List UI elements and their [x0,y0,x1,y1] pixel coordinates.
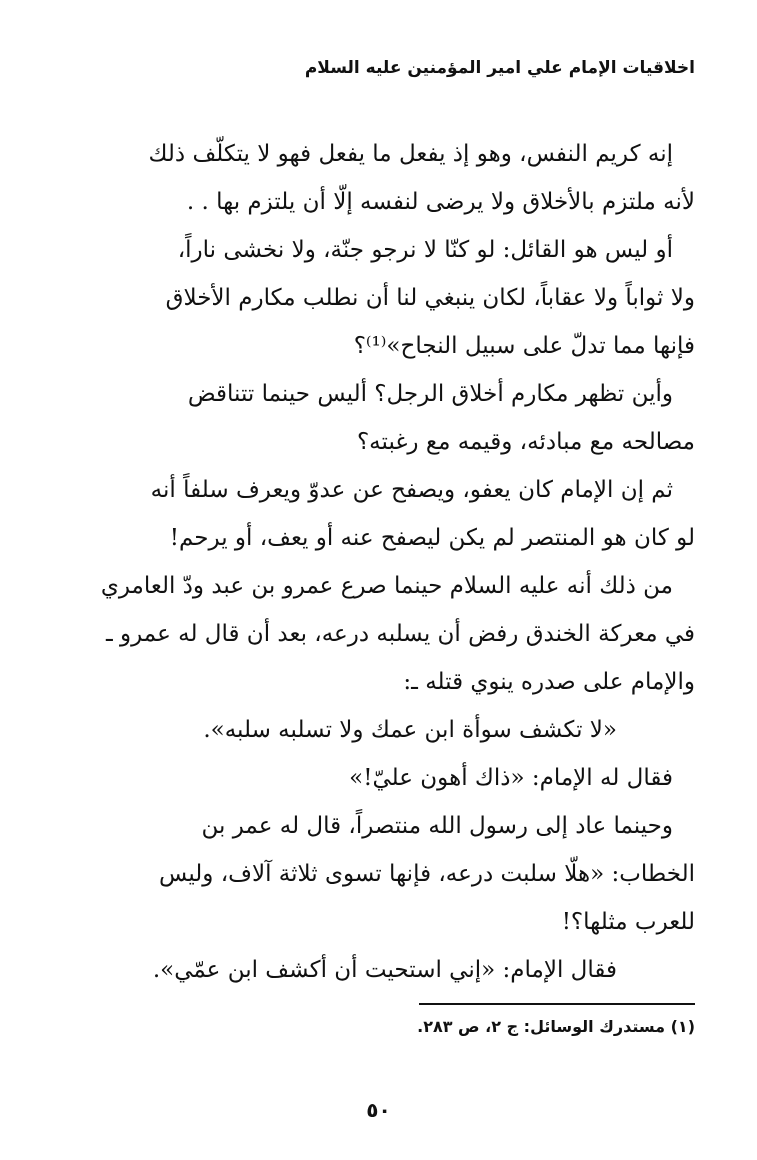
text-line: ولا ثواباً ولا عقاباً، لكان ينبغي لنا أن نطلب مكارم الأخلاق [165,285,695,311]
text-line: والإمام على صدره ينوي قتله ـ: [403,669,695,695]
text-line: للعرب مثلها؟! [561,909,695,935]
text-line: مصالحه مع مبادئه، وقيمه مع رغبته؟ [356,429,695,455]
quote-line: «لا تكشف سوأة ابن عمك ولا تسلبه سلبه». [203,717,617,743]
text-line: في معركة الخندق رفض أن يسلبه درعه، بعد أن قال له عمرو ـ [105,621,695,647]
footnote-divider [419,1003,695,1005]
footnote: (١) مستدرك الوسائل: ج ٢، ص ٢٨٣. [417,1017,695,1036]
text-line: فإنها مما تدلّ على سبيل النجاح»⁽¹⁾؟ [353,333,695,359]
text-line: لو كان هو المنتصر لم يكن ليصفح عنه أو يعف، أو يرحم! [169,525,695,551]
running-header: اخلاقيات الإمام علي امير المؤمنين عليه السلام [304,58,695,78]
text-line: فقال الإمام: «إني استحيت أن أكشف ابن عمّي». [152,957,617,983]
text-line: من ذلك أنه عليه السلام حينما صرع عمرو بن عبد ودّ العامري [100,573,673,599]
body-text [85,130,695,994]
text-line: ثم إن الإمام كان يعفو، ويصفح عن عدوّ ويعرف سلفاً أنه [150,477,673,503]
text-line: الخطاب: «هلّا سلبت درعه، فإنها تسوى ثلاثة آلاف، وليس [159,861,695,887]
text-line: إنه كريم النفس، وهو إذ يفعل ما يفعل فهو لا يتكلّف ذلك [148,141,673,167]
text-line: أو ليس هو القائل: لو كنّا لا نرجو جنّة، ولا نخشى ناراً، [177,237,673,263]
text-line: وأين تظهر مكارم أخلاق الرجل؟ أليس حينما تتناقض [187,381,673,407]
page-number: ٥٠ [366,1098,391,1122]
text-line: فقال له الإمام: «ذاك أهون عليّ!» [349,765,673,791]
text-line: وحينما عاد إلى رسول الله منتصراً، قال له عمر بن [201,813,673,839]
text-line: لأنه ملتزم بالأخلاق ولا يرضى لنفسه إلّا أن يلتزم بها . . [186,189,695,215]
